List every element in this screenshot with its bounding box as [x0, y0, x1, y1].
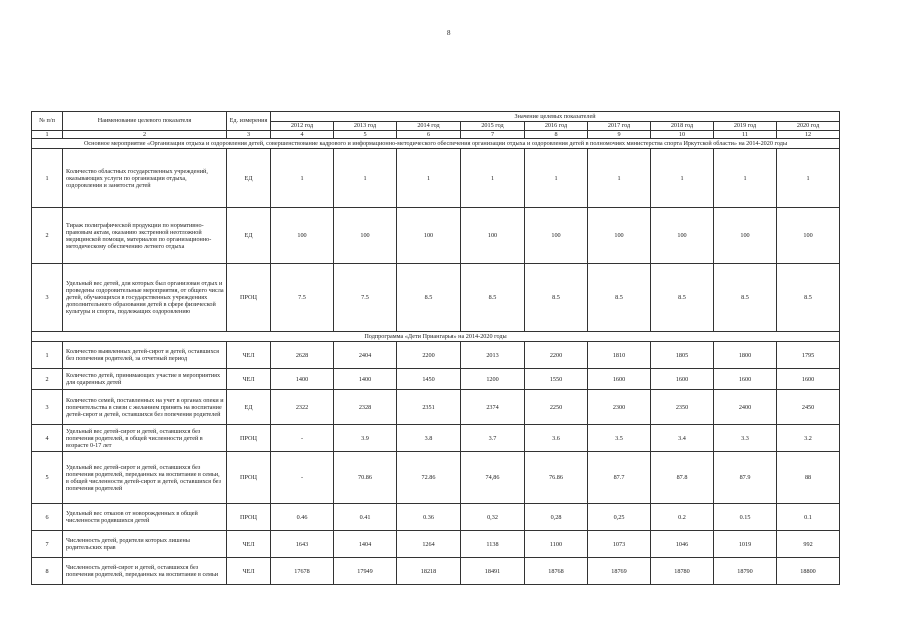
value-cell: 1: [714, 149, 777, 208]
value-cell: 3.2: [777, 425, 840, 452]
value-cell: 100: [525, 208, 588, 264]
value-cell: 1: [334, 149, 397, 208]
value-cell: 2200: [397, 342, 461, 369]
table-row: [32, 149, 840, 208]
header-values: Значение целевых показателей: [271, 112, 840, 122]
value-cell: 3.5: [588, 425, 651, 452]
unit-cell: ПРОЦ: [227, 452, 271, 504]
indicator-name: Количество областных государственных учреждений, оказывающих услуги по организации отдыха, оздоровления и занятости детей: [63, 149, 227, 208]
section2-title: Подпрограмма «Дети Приангарья» на 2014-2020 годы: [32, 332, 840, 342]
value-cell: 74,86: [461, 452, 525, 504]
value-cell: 2300: [588, 390, 651, 425]
indicator-name: Удельный вес детей-сирот и детей, оставшихся без попечения родителей, переданных на воспитание в семьи, в общей численности детей-сирот и детей, оставшихся без попечения родителей: [63, 452, 227, 504]
value-cell: 3.8: [397, 425, 461, 452]
column-number: 12: [777, 131, 840, 139]
indicator-name: Численность детей-сирот и детей, оставшихся без попечения родителей, переданных на воспитание в семьи: [63, 558, 227, 585]
value-cell: 0,32: [461, 504, 525, 531]
value-cell: 100: [397, 208, 461, 264]
value-cell: 7.5: [271, 264, 334, 332]
column-number: 6: [397, 131, 461, 139]
value-cell: 0,25: [588, 504, 651, 531]
header-year: 2020 год: [777, 122, 840, 131]
section1-header-row: [32, 139, 840, 149]
value-cell: 0.1: [777, 504, 840, 531]
header-unit: Ед. измерения: [227, 112, 271, 131]
table-row: [32, 504, 840, 531]
value-cell: 3.6: [525, 425, 588, 452]
header-year: 2014 год: [397, 122, 461, 131]
header-year: 2018 год: [651, 122, 714, 131]
value-cell: 87.7: [588, 452, 651, 504]
value-cell: 2322: [271, 390, 334, 425]
value-cell: 1643: [271, 531, 334, 558]
value-cell: 2374: [461, 390, 525, 425]
value-cell: 100: [714, 208, 777, 264]
value-cell: 1600: [651, 369, 714, 390]
table-row: [32, 342, 840, 369]
value-cell: 3.4: [651, 425, 714, 452]
value-cell: 1019: [714, 531, 777, 558]
unit-cell: ЕД: [227, 208, 271, 264]
value-cell: 8.5: [397, 264, 461, 332]
indicator-name: Удельный вес отказов от новорожденных в общей численности родившихся детей: [63, 504, 227, 531]
value-cell: 2628: [271, 342, 334, 369]
header-year: 2016 год: [525, 122, 588, 131]
value-cell: 3.9: [334, 425, 397, 452]
row-number: 8: [32, 558, 63, 585]
table-row: [32, 369, 840, 390]
value-cell: 1600: [777, 369, 840, 390]
row-number: 2: [32, 208, 63, 264]
value-cell: 0,28: [525, 504, 588, 531]
value-cell: 1795: [777, 342, 840, 369]
row-number: 4: [32, 425, 63, 452]
value-cell: 100: [461, 208, 525, 264]
column-number: 8: [525, 131, 588, 139]
section2-header-row: [32, 332, 840, 342]
column-number: 2: [63, 131, 227, 139]
value-cell: 100: [777, 208, 840, 264]
indicator-name: Удельный вес детей-сирот и детей, оставшихся без попечения родителей, в общей численности детей в возрасте 0-17 лет: [63, 425, 227, 452]
unit-cell: ЧЕЛ: [227, 558, 271, 585]
table-row: [32, 531, 840, 558]
column-number: 10: [651, 131, 714, 139]
value-cell: 0.15: [714, 504, 777, 531]
value-cell: 1: [461, 149, 525, 208]
value-cell: 2350: [651, 390, 714, 425]
value-cell: 72.86: [397, 452, 461, 504]
target-indicators-table: [31, 111, 840, 585]
value-cell: 2328: [334, 390, 397, 425]
value-cell: 2400: [714, 390, 777, 425]
unit-cell: ЕД: [227, 149, 271, 208]
row-number: 6: [32, 504, 63, 531]
value-cell: 17949: [334, 558, 397, 585]
row-number: 3: [32, 264, 63, 332]
unit-cell: ЧЕЛ: [227, 342, 271, 369]
column-number: 11: [714, 131, 777, 139]
value-cell: 17678: [271, 558, 334, 585]
value-cell: 18769: [588, 558, 651, 585]
value-cell: 8.5: [777, 264, 840, 332]
value-cell: 2013: [461, 342, 525, 369]
value-cell: 1400: [334, 369, 397, 390]
value-cell: 2404: [334, 342, 397, 369]
table-row: [32, 558, 840, 585]
table-row: [32, 264, 840, 332]
value-cell: 1100: [525, 531, 588, 558]
value-cell: 8.5: [525, 264, 588, 332]
value-cell: 1600: [588, 369, 651, 390]
column-number: 1: [32, 131, 63, 139]
value-cell: 1: [588, 149, 651, 208]
unit-cell: ПРОЦ: [227, 504, 271, 531]
column-number: 3: [227, 131, 271, 139]
value-cell: 70.86: [334, 452, 397, 504]
value-cell: 8.5: [714, 264, 777, 332]
value-cell: 0.41: [334, 504, 397, 531]
unit-cell: ПРОЦ: [227, 425, 271, 452]
value-cell: 0.46: [271, 504, 334, 531]
value-cell: 2351: [397, 390, 461, 425]
value-cell: 100: [271, 208, 334, 264]
indicator-name: Количество выявленных детей-сирот и детей, оставшихся без попечения родителей, за отчетный период: [63, 342, 227, 369]
table-row: [32, 208, 840, 264]
column-number: 4: [271, 131, 334, 139]
value-cell: 992: [777, 531, 840, 558]
value-cell: 1: [271, 149, 334, 208]
header-year: 2017 год: [588, 122, 651, 131]
value-cell: 100: [651, 208, 714, 264]
value-cell: 7.5: [334, 264, 397, 332]
header-year: 2019 год: [714, 122, 777, 131]
row-number: 1: [32, 342, 63, 369]
value-cell: 3.3: [714, 425, 777, 452]
value-cell: 1805: [651, 342, 714, 369]
unit-cell: ПРОЦ: [227, 264, 271, 332]
value-cell: 1: [397, 149, 461, 208]
value-cell: 1400: [271, 369, 334, 390]
value-cell: 100: [588, 208, 651, 264]
value-cell: 8.5: [651, 264, 714, 332]
column-number: 9: [588, 131, 651, 139]
value-cell: 2200: [525, 342, 588, 369]
value-cell: 3.7: [461, 425, 525, 452]
value-cell: 1: [651, 149, 714, 208]
value-cell: 1138: [461, 531, 525, 558]
value-cell: 1450: [397, 369, 461, 390]
value-cell: 1200: [461, 369, 525, 390]
value-cell: 1404: [334, 531, 397, 558]
value-cell: 18800: [777, 558, 840, 585]
value-cell: 2250: [525, 390, 588, 425]
row-number: 7: [32, 531, 63, 558]
header-year: 2013 год: [334, 122, 397, 131]
indicator-name: Тираж полиграфической продукции по нормативно-правовым актам, оказанию экстренной неотложной медицинской помощи, материалов по организационно-методическому обеспечению летнего отдыха: [63, 208, 227, 264]
value-cell: 1046: [651, 531, 714, 558]
value-cell: 1800: [714, 342, 777, 369]
page-number: 8: [447, 29, 451, 37]
value-cell: 1073: [588, 531, 651, 558]
unit-cell: ЧЕЛ: [227, 369, 271, 390]
value-cell: 87.8: [651, 452, 714, 504]
value-cell: 18780: [651, 558, 714, 585]
header-column-numbers-row: [32, 131, 840, 139]
indicator-name: Количество детей, принимающих участие в мероприятиях для одаренных детей: [63, 369, 227, 390]
value-cell: 18790: [714, 558, 777, 585]
value-cell: 87.9: [714, 452, 777, 504]
unit-cell: ЕД: [227, 390, 271, 425]
value-cell: 18491: [461, 558, 525, 585]
indicator-name: Количество семей, поставленных на учет в органах опеки и попечительства в связи с желанием принять на воспитание детей-сирот и детей, оставшихся без попечения родителей: [63, 390, 227, 425]
value-cell: 1600: [714, 369, 777, 390]
table-row: [32, 452, 840, 504]
value-cell: 88: [777, 452, 840, 504]
column-number: 7: [461, 131, 525, 139]
indicator-name: Численность детей, родители которых лишены родительских прав: [63, 531, 227, 558]
value-cell: 100: [334, 208, 397, 264]
section1-title: Основное мероприятие «Организация отдыха и оздоровления детей, совершенствование кадрового и информационно-методического обеспечения организации отдыха и оздоровления детей в полномочиях министерства спорта Иркутской области» на 2014-2020 годы: [32, 139, 840, 149]
value-cell: -: [271, 452, 334, 504]
table-row: [32, 390, 840, 425]
value-cell: 0.36: [397, 504, 461, 531]
header-indicator-name: Наименование целевого показателя: [63, 112, 227, 131]
header-year: 2015 год: [461, 122, 525, 131]
indicator-name: Удельный вес детей, для которых был организован отдых и проведены оздоровительные мероприятия, от общего числа детей, обучающихся в государственных учреждениях дополнительного образования детей в сфере физической культуры и спорта, подлежащих оздоровлению: [63, 264, 227, 332]
row-number: 5: [32, 452, 63, 504]
unit-cell: ЧЕЛ: [227, 531, 271, 558]
value-cell: 1810: [588, 342, 651, 369]
value-cell: 0.2: [651, 504, 714, 531]
header-year: 2012 год: [271, 122, 334, 131]
value-cell: 1264: [397, 531, 461, 558]
value-cell: 18768: [525, 558, 588, 585]
row-number: 2: [32, 369, 63, 390]
row-number: 1: [32, 149, 63, 208]
header-number: № п/п: [32, 112, 63, 131]
value-cell: 18218: [397, 558, 461, 585]
value-cell: 1: [525, 149, 588, 208]
table-row: [32, 425, 840, 452]
value-cell: 8.5: [461, 264, 525, 332]
value-cell: 1550: [525, 369, 588, 390]
value-cell: -: [271, 425, 334, 452]
value-cell: 2450: [777, 390, 840, 425]
value-cell: 1: [777, 149, 840, 208]
column-number: 5: [334, 131, 397, 139]
row-number: 3: [32, 390, 63, 425]
value-cell: 8.5: [588, 264, 651, 332]
value-cell: 76.86: [525, 452, 588, 504]
